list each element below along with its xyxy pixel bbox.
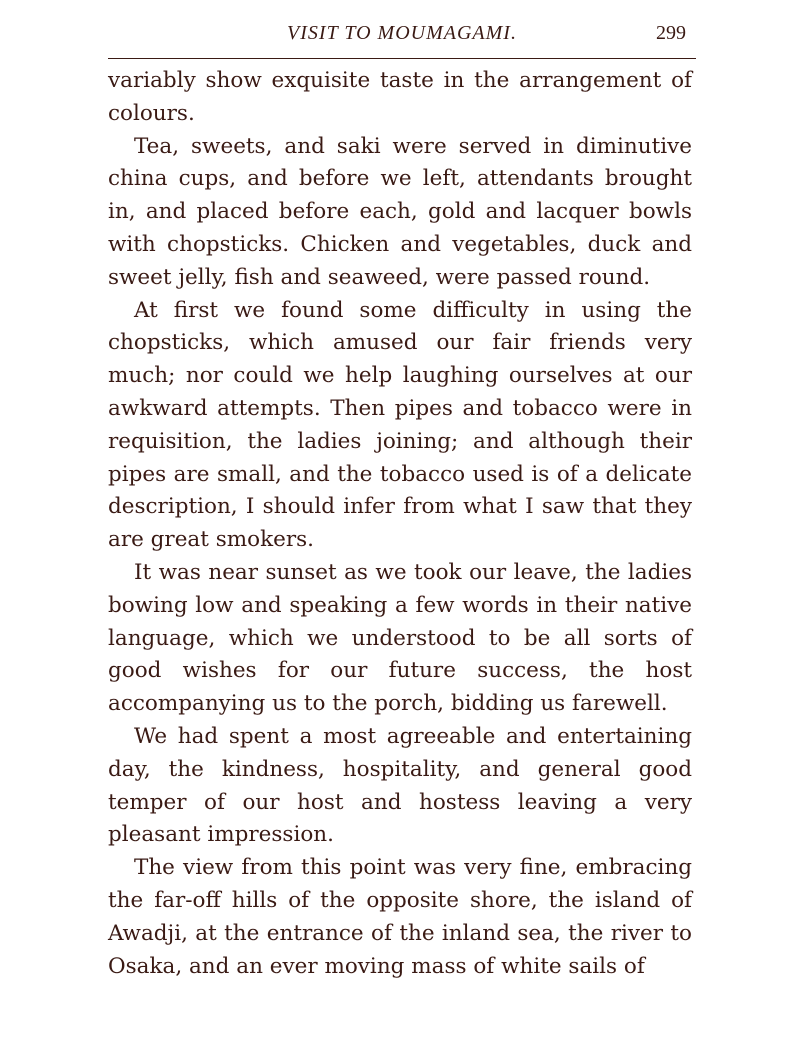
paragraph-chopsticks: At first we found some difficulty in using the chopsticks, which amused our fair friends very much; nor could we help laughing ourselves at our awkward attempts. Then pipes and tobacco were in requisition, the ladies joining; and although their pipes are small, and the tobacco used is of a delicate description, I should infer from what I saw that they are great smokers. [108,297,692,553]
running-title: VISIT TO MOUMAGAMI. [287,22,517,44]
body-text [108,65,692,983]
paragraph-agreeable-day: We had spent a most agreeable and entertaining day, the kindness, hospitality, and general good temper of our host and hostess leaving a very pleasant impression. [108,723,692,848]
paragraph-continued: variably show exquisite taste in the arrangement of colours. [108,68,692,126]
paragraph-sunset-leave: It was near sunset as we took our leave, the ladies bowing low and speaking a few words in their native language, which we understood to be all sorts of good wishes for our future success, the host accompanying us to the porch, bidding us farewell. [108,559,692,717]
page-number: 299 [656,22,686,44]
paragraph-tea-service: Tea, sweets, and saki were served in diminutive china cups, and before we left, attendants brought in, and placed before each, gold and lacquer bowls with chopsticks. Chicken and vegetables, duck and sweet jelly, fish and seaweed, were passed round. [108,133,692,290]
paragraph-view: The view from this point was very fine, embracing the far-off hills of the opposite shore, the island of Awadji, at the entrance of the inland sea, the river to Osaka, and an ever moving mass of white sails of [108,855,692,979]
header-rule [108,58,696,59]
running-head [108,22,696,52]
